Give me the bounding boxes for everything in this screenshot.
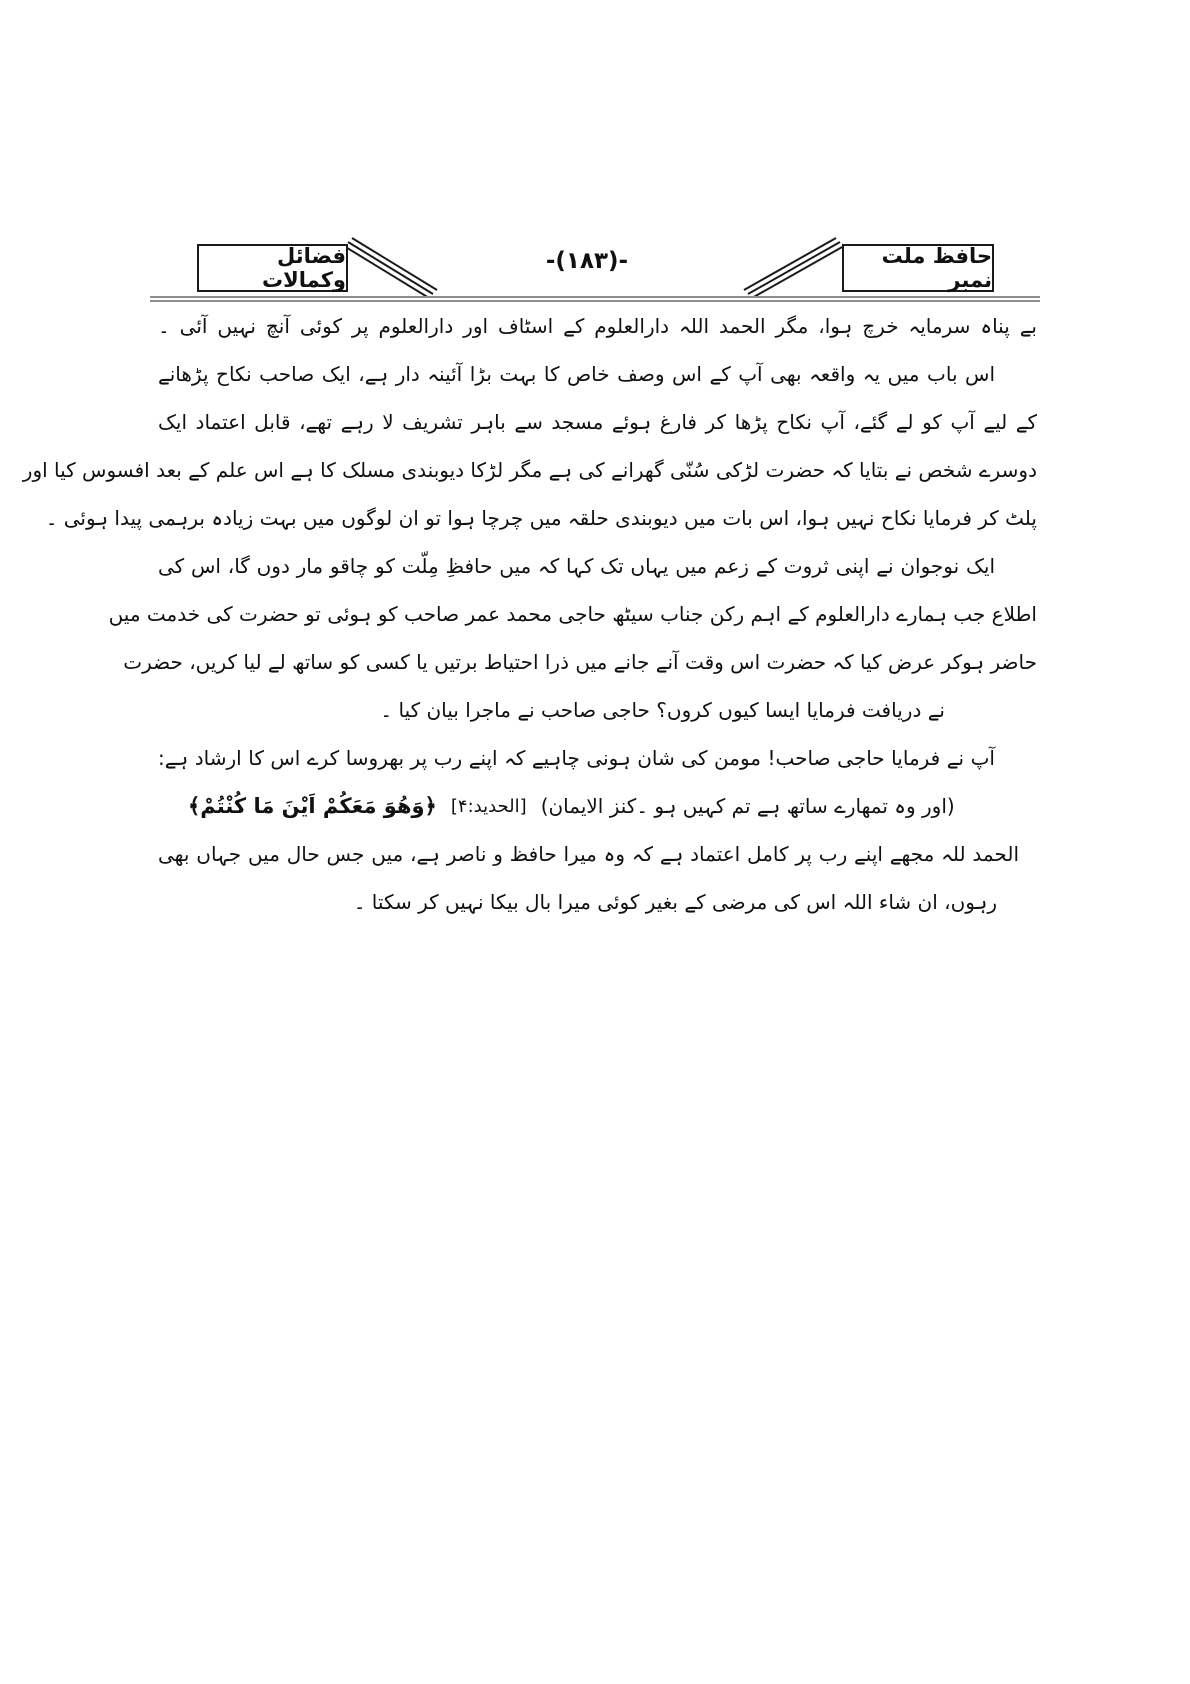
header-diagonal-lines-right: [740, 236, 844, 298]
body-line-4: دوسرے شخص نے بتایا کہ حضرت لڑکی سُنّی گھرانے کی ہے مگر لڑکا دیوبندی مسلک کا ہے اس علم کے بعد افسوس کیا اور: [22, 458, 1037, 482]
header-section-label: فضائل وکمالات: [262, 244, 346, 292]
body-line-1: بے پناہ سرمایہ خرچ ہوا، مگر الحمد اللہ دارالعلوم کے اسٹاف اور دارالعلوم پر کوئی آنچ نہیں آئی ۔: [158, 314, 1037, 338]
header-diagonal-lines-left: [345, 236, 440, 298]
body-line-13: رہوں، ان شاء اللہ اس کی مرضی کے بغیر کوئی میرا بال بیکا نہیں کر سکتا ۔: [353, 890, 997, 914]
page-number: -(۱۸۳)-: [545, 248, 629, 274]
header-title-label: حافظ ملت نمبر: [881, 244, 992, 292]
verse-reference: [الحدید:۴]: [450, 795, 527, 817]
quran-verse: ﴿وَهُوَ مَعَكُمْ اَيْنَ مَا كُنْتُمْ﴾: [188, 794, 437, 818]
body-line-6: ایک نوجوان نے اپنی ثروت کے زعم میں یہاں تک کہا کہ میں حافظِ مِلّت کو چاقو مار دوں گا، اس کی: [158, 554, 995, 578]
body-line-8: حاضر ہوکر عرض کیا کہ حضرت اس وقت آنے جانے میں ذرا احتیاط برتیں یا کسی کو ساتھ لے لیا کریں، حضرت: [123, 650, 1037, 674]
body-line-2: اس باب میں یہ واقعہ بھی آپ کے اس وصف خاص کا بہت بڑا آئینہ دار ہے، ایک صاحب نکاح پڑھانے: [158, 362, 995, 386]
header-title-box: [842, 244, 994, 292]
body-line-10: آپ نے فرمایا حاجی صاحب! مومن کی شان ہونی چاہیے کہ اپنے رب پر بھروسا کرے اس کا ارشاد ہے:: [158, 746, 995, 770]
verse-translation: (اور وہ تمھارے ساتھ ہے تم کہیں ہو ۔کنز الایمان): [540, 794, 955, 818]
body-line-12: الحمد للہ مجھے اپنے رب پر کامل اعتماد ہے کہ وہ میرا حافظ و ناصر ہے، میں جس حال میں جہاں بھی: [158, 842, 1019, 866]
body-line-5: پلٹ کر فرمایا نکاح نہیں ہوا، اس بات میں دیوبندی حلقہ میں چرچا ہوا تو ان لوگوں میں بہت زیادہ برہمی پیدا ہوئی ۔: [45, 506, 1037, 530]
body-line-9: نے دریافت فرمایا ایسا کیوں کروں؟ حاجی صاحب نے ماجرا بیان کیا ۔: [380, 698, 945, 722]
header-section-box: [197, 244, 348, 292]
quran-quote-line: [158, 782, 1037, 830]
body-line-3: کے لیے آپ کو لے گئے، آپ نکاح پڑھا کر فارغ ہوئے مسجد سے باہر تشریف لا رہے تھے، قابل اعتماد ایک: [158, 410, 1037, 434]
body-text: [22, 302, 1037, 926]
body-line-7: اطلاع جب ہمارے دارالعلوم کے اہم رکن جناب سیٹھ حاجی محمد عمر صاحب کو ہوئی تو حضرت کی خدمت میں: [108, 602, 1037, 626]
